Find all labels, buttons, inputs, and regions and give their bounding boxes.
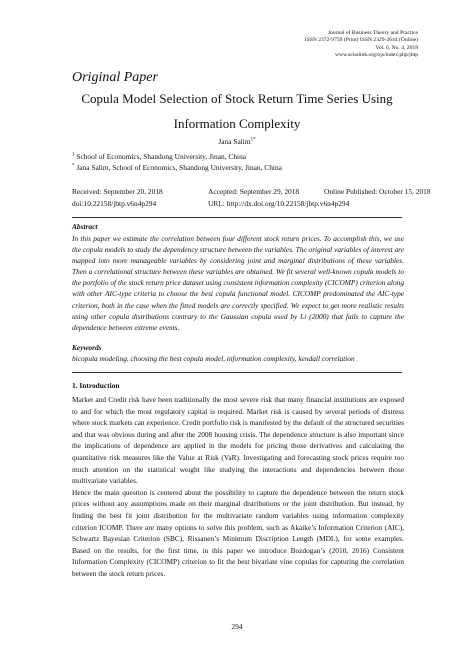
doi-row [72, 199, 349, 208]
introduction-heading: 1. Introduction [72, 381, 120, 390]
author-superscript: 1* [250, 137, 256, 143]
journal-name: Journal of Business Theory and Practice [327, 30, 418, 36]
doi-url[interactable]: URL: http://dx.doi.org/10.22158/jbtp.v6n4p294 [208, 199, 350, 208]
journal-volume: Vol. 6, No. 4, 2018 [375, 44, 418, 51]
affiliation-1 [72, 152, 246, 161]
intro-paragraph-2: Hence the main question is centered about the possibility to capture the dependence between the return stock prices without any assumptions made on their marginal distributions or the joint distribution. But instead, by finding the best fit joint distribution for the multivariate random variables using information complexity criterion ICOMP. There are many options to solve this problem, such as Akaike’s Information Criterion (AIC), Schwartz Bayesian Criterion (SBC), Rissanen’s Minimum Discription Length (MDL), for some examples. Based on the results, for the first time, in this paper we introduce Bozdogan’s (2010, 2016) Consistent Information Complexity (CICOMP) criterion to fit the best bivariate vine copulas for capturing the correlation between the stock return prices. [72, 487, 404, 578]
keywords-heading: Keywords [72, 343, 102, 352]
abstract-heading: Abstract [72, 222, 98, 231]
affiliation-2-text: Jana Salim, School of Economics, Shandong University, Jinan, China [74, 163, 282, 172]
affiliation-2-marker: * [72, 163, 75, 169]
journal-url[interactable]: www.scholink.org/ojs/index.php/jbtp [335, 52, 418, 59]
publication-dates [72, 187, 431, 196]
affiliation-1-marker: 1 [72, 152, 75, 158]
introduction-body [72, 394, 404, 580]
affiliation-2 [72, 163, 282, 172]
page-number: 294 [231, 622, 243, 631]
paper-type: Original Paper [72, 70, 158, 85]
received-date: Received: September 20, 2018 [72, 187, 163, 196]
abstract-text: In this paper we estimate the correlation between four different stock return prices. To accomplish this, we use the copula models to study the dependency structure between the variables. The original variables of interest are mapped into more manageable variables by considering joint and marginal distributions of these variables. Then a correlational structure between these variables are obtained. We fit several well-known copula models to the portfolio of the stock return price dataset using consistent information complexity (CICOMP) criterion along with other AIC-type criteria to choose the best copula functional model. CICOMP predominated the AIC-type criterion, both in the case when the fitted models are correctly specified. We expect to get more realistic results using other copula distributions contrary to the Gaussian copula used by Li (2000) that fails to capture the dependence between extreme events. [72, 234, 404, 332]
paper-title-line-2: Information Complexity [173, 116, 301, 131]
accepted-date: Accepted: September 29, 2018 [208, 187, 300, 196]
paper-title-line-1: Copula Model Selection of Stock Return Time Series Using [81, 91, 393, 106]
journal-issn: ISSN 2372-9759 (Print) ISSN 2329-2644 (Online) [304, 37, 418, 44]
affiliation-1-text: School of Economics, Shandong University, Jinan, China [74, 152, 247, 161]
divider-top [72, 217, 402, 218]
keywords-text: bicopula modeling, choosing the best copula model, information complexity, kendall correlation [72, 354, 355, 363]
doi: doi:10.22158/jbtp.v6n4p294 [72, 199, 157, 208]
published-date: Online Published: October 15, 2018 [324, 187, 431, 196]
author [0, 137, 474, 146]
intro-paragraph-1: Market and Credit risk have been traditionally the most severe risk that many financial institutions are exposed to and for which the most regulatory capital is required. Market risk is caused by several periods of distress where stock markets can experience. Credit portfolio risk is manifested by the default of the structured securities and that was obvious during and after the 2008 housing crisis. The dependence structure is also important since the implications of dependence are applied in the models for pricing those derivatives and calculating the quantitative risk measures like the Value at Risk (VaR). Investigating and forecasting stock prices require too much attention on the statistical weight like studying the interactions and dependencies between those multivariate variables. [72, 395, 404, 486]
journal-info [305, 30, 418, 60]
author-name: Jana Salim [218, 137, 251, 146]
divider-bottom [72, 372, 402, 373]
